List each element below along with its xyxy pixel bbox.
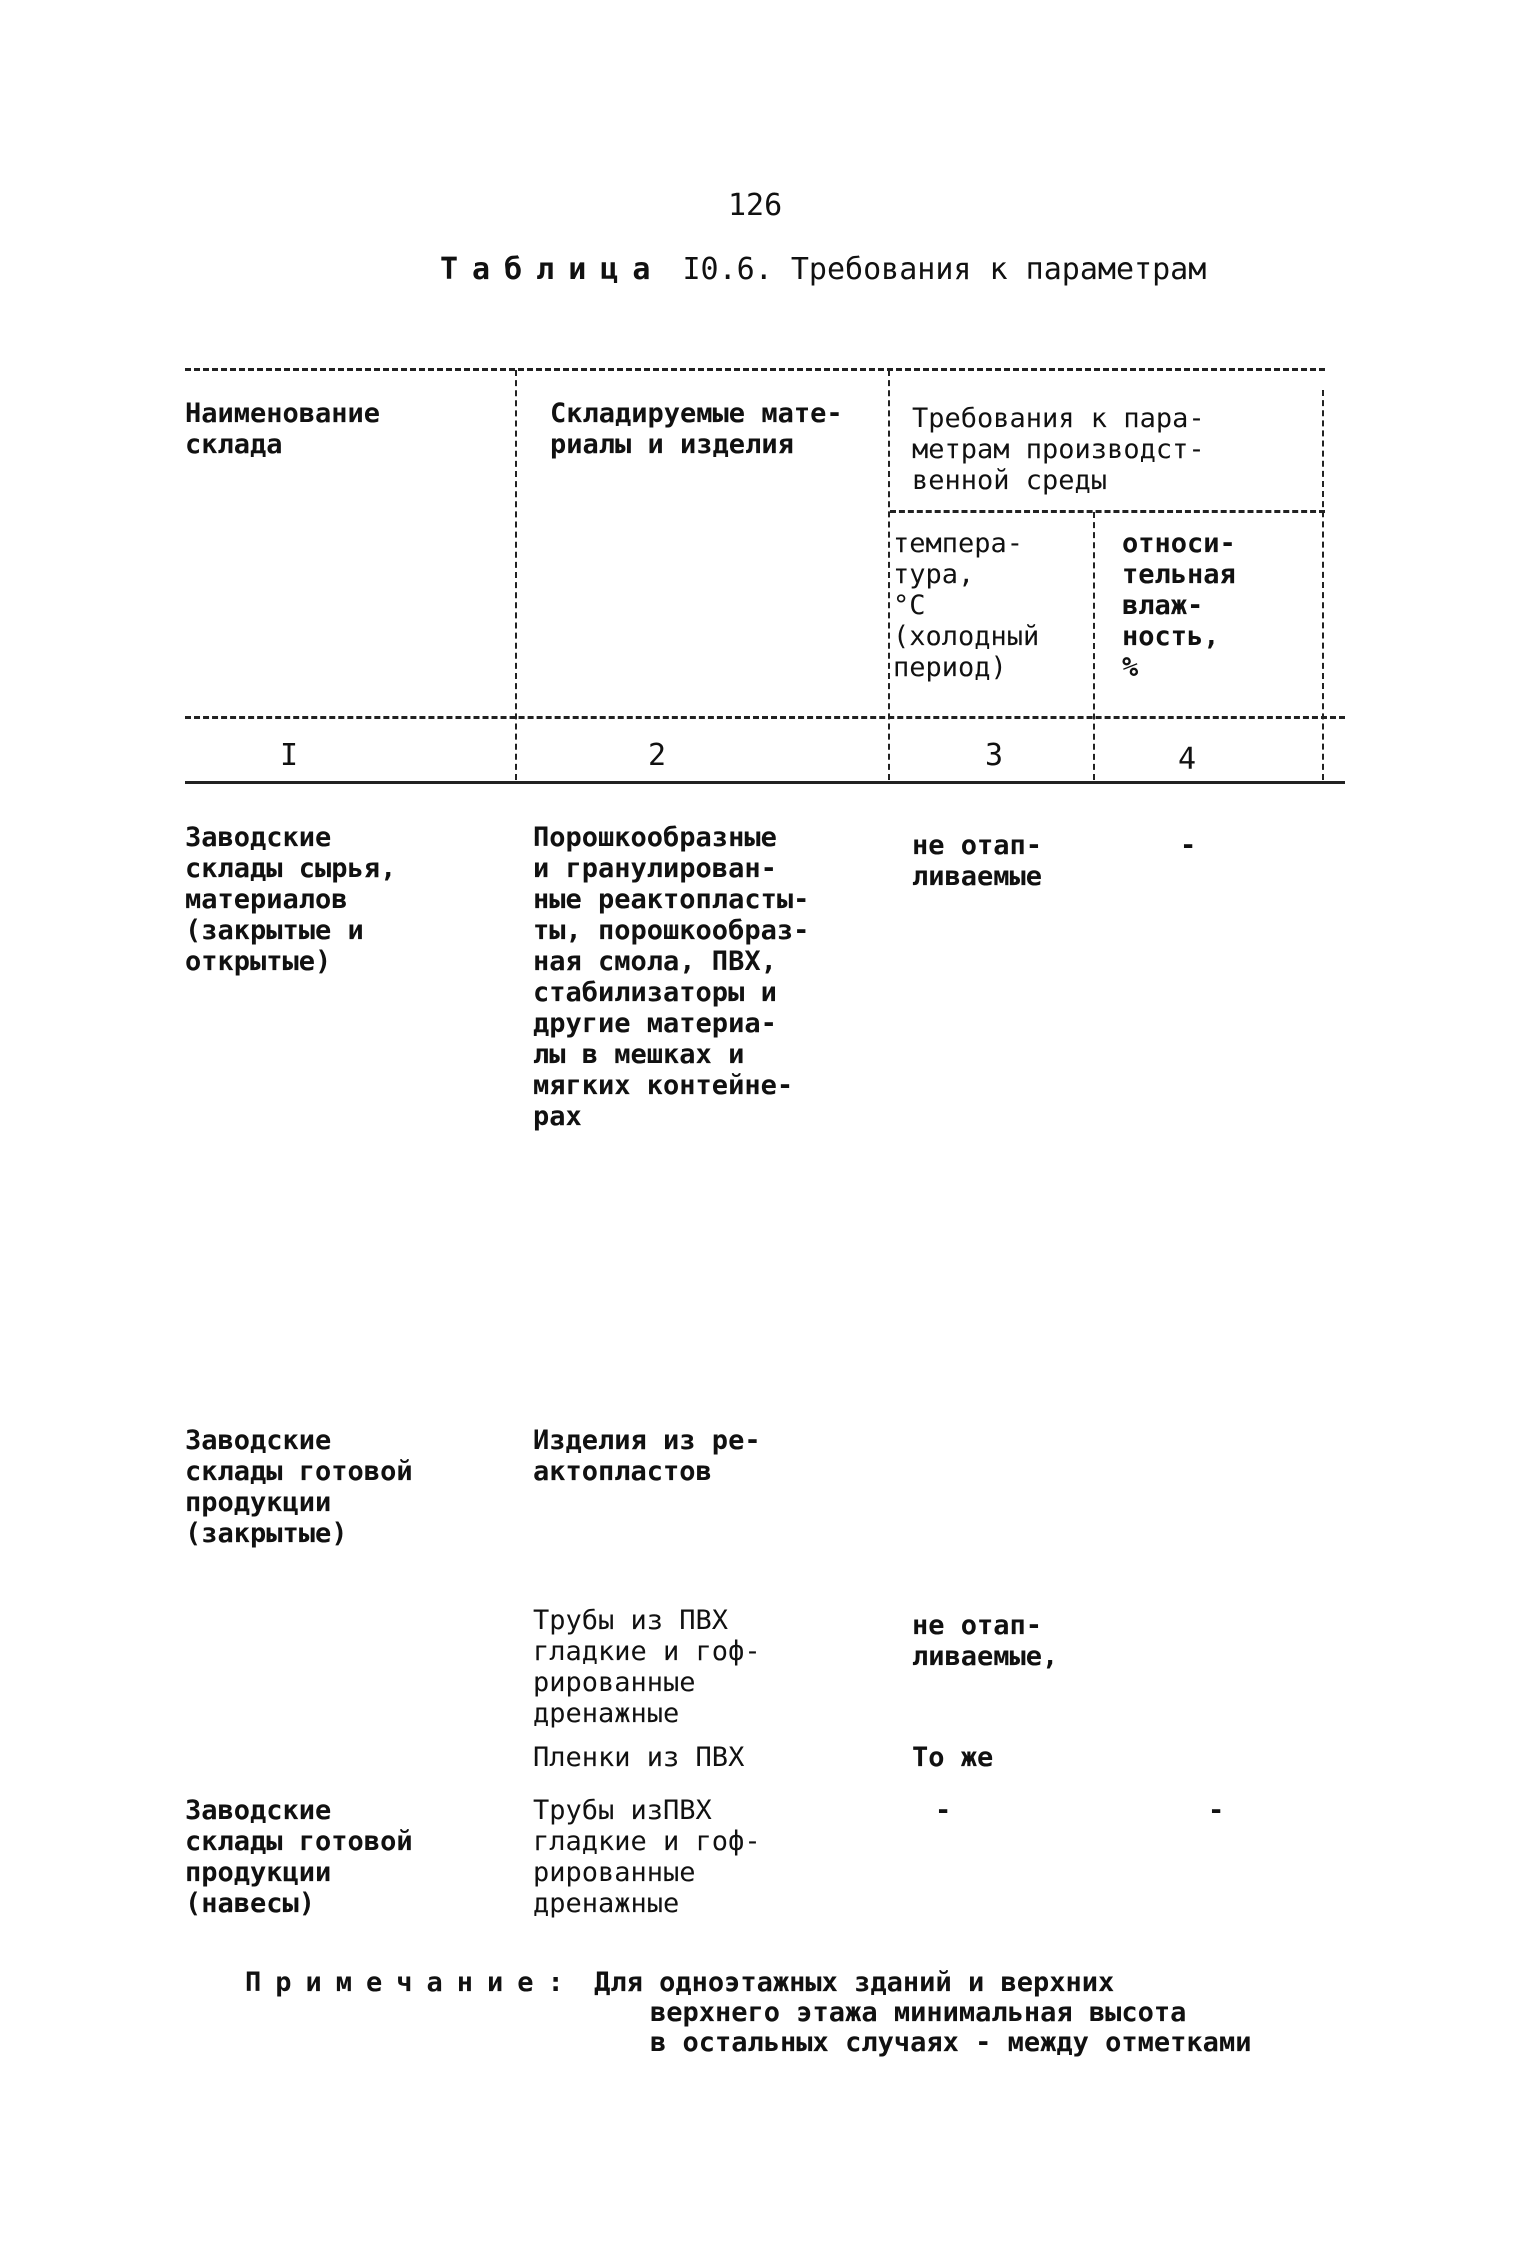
header-warehouse-name: Наименование склада: [185, 398, 381, 460]
row-3-materials: Трубы из ПВХ гладкие и гоф- рированные дренажные: [533, 1605, 761, 1729]
column-number-3: 3: [985, 738, 1004, 773]
row-5-humidity: -: [1208, 1795, 1225, 1826]
header-humidity: относи- тельная влаж- ность, %: [1122, 528, 1236, 683]
row-4-temperature: То же: [912, 1742, 994, 1773]
note-label: Примечание:: [245, 1967, 578, 1998]
row-1-humidity: -: [1180, 830, 1197, 861]
row-1-warehouse-name: Заводские склады сырья, материалов (закрытые и открытые): [185, 822, 397, 977]
row-1-materials: Порошкообразные и гранулирован- ные реактопласты- ты, порошкообраз- ная смола, ПВХ, стабилизаторы и другие материа- лы в мешках и мягких контейне- рах: [533, 822, 810, 1132]
header-requirements-group: Требования к пара- метрам производст- венной среды: [912, 403, 1205, 496]
note-line-3: в остальных случаях - между отметками: [650, 2027, 1252, 2058]
column-number-4: 4: [1178, 742, 1197, 777]
column-number-1: I: [280, 738, 299, 773]
table-title: [440, 252, 1206, 287]
column-divider-3: [1093, 512, 1095, 780]
row-3-temperature: не отап- ливаемые,: [912, 1610, 1059, 1672]
column-divider-1: [515, 370, 517, 780]
header-temperature: темпера- тура, °С (холодный период): [893, 528, 1040, 683]
row-2-warehouse-name: Заводские склады готовой продукции (закрытые): [185, 1425, 413, 1549]
group-divider-rule: [890, 510, 1325, 513]
row-2-materials: Изделия из ре- актопластов: [533, 1425, 761, 1487]
row-5-warehouse-name: Заводские склады готовой продукции (навесы): [185, 1795, 413, 1919]
row-5-materials: Трубы изПВХ гладкие и гоф- рированные дренажные: [533, 1795, 761, 1919]
column-number-2: 2: [648, 738, 667, 773]
table-top-rule: [185, 368, 1325, 371]
note-line-1: Для одноэтажных зданий и верхних: [594, 1967, 1115, 1998]
column-numbers-rule: [185, 781, 1345, 784]
row-5-temperature: -: [935, 1795, 952, 1826]
table-right-edge: [1322, 390, 1324, 780]
row-1-temperature: не отап- ливаемые: [912, 830, 1043, 892]
row-4-materials: Пленки из ПВХ: [533, 1742, 745, 1773]
note-line-2: верхнего этажа минимальная высота: [650, 1997, 1187, 2028]
header-stored-materials: Складируемые мате- риалы и изделия: [550, 398, 843, 460]
table-title-prefix: Таблица: [440, 252, 665, 287]
header-bottom-rule: [185, 716, 1345, 719]
column-divider-2: [888, 370, 890, 780]
table-title-text: I0.6. Требования к параметрам: [682, 252, 1207, 287]
page-number: 126: [728, 188, 783, 223]
